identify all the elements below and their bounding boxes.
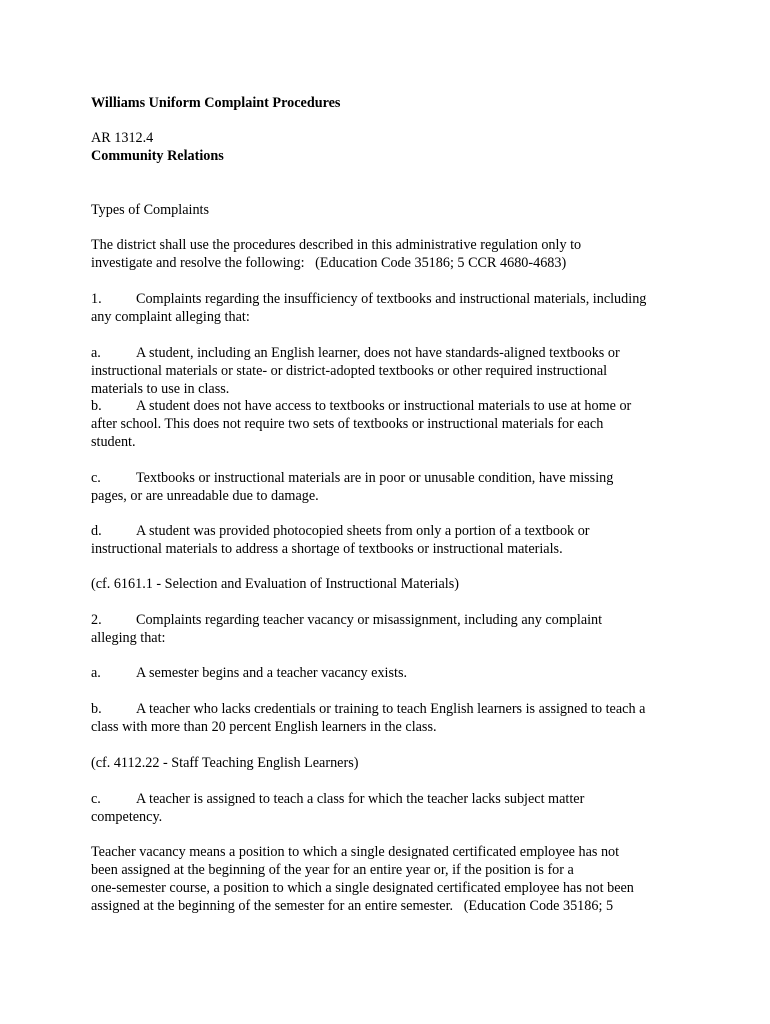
cross-reference: (cf. 4112.22 - Staff Teaching English Learners) — [91, 755, 359, 771]
item-2b — [91, 700, 645, 718]
regulation-category: Community Relations — [91, 148, 224, 164]
item-text: A student does not have access to textbooks or instructional materials to use at home or — [136, 398, 632, 414]
item-label: 2. — [91, 612, 102, 628]
item-1 — [91, 290, 646, 308]
item-label: b. — [91, 701, 102, 717]
cross-reference: (cf. 6161.1 - Selection and Evaluation of Instructional Materials) — [91, 576, 459, 592]
item-1b-continuation: after school. This does not require two sets of textbooks or instructional materials for each — [91, 416, 604, 432]
item-label: a. — [91, 345, 101, 361]
item-1b — [91, 397, 631, 415]
item-1c — [91, 469, 613, 487]
item-1d — [91, 522, 590, 540]
item-label: 1. — [91, 291, 102, 307]
intro-line: The district shall use the procedures described in this administrative regulation only to — [91, 237, 582, 253]
item-label: a. — [91, 665, 101, 681]
intro-line: investigate and resolve the following: (Education Code 35186; 5 CCR 4680-4683) — [91, 255, 567, 271]
item-text: A teacher is assigned to teach a class for which the teacher lacks subject matter — [136, 791, 585, 807]
item-2c — [91, 790, 584, 808]
vacancy-definition-line: assigned at the beginning of the semester for an entire semester. (Education Code 35186; 5 — [91, 898, 614, 914]
item-label: c. — [91, 470, 101, 486]
item-label: d. — [91, 523, 102, 539]
item-2b-continuation: class with more than 20 percent English learners in the class. — [91, 719, 437, 735]
item-1a-continuation: instructional materials or state- or district-adopted textbooks or other required instructional — [91, 363, 608, 379]
item-label: b. — [91, 398, 102, 414]
document-title: Williams Uniform Complaint Procedures — [91, 95, 341, 111]
item-text: A teacher who lacks credentials or training to teach English learners is assigned to teach a — [136, 701, 646, 717]
item-text: A student, including an English learner, does not have standards-aligned textbooks or — [136, 345, 620, 361]
item-2c-continuation: competency. — [91, 809, 163, 825]
item-2 — [91, 611, 602, 629]
item-2a — [91, 664, 407, 682]
item-2-continuation: alleging that: — [91, 630, 166, 646]
vacancy-definition-line: been assigned at the beginning of the year for an entire year or, if the position is for a — [91, 862, 574, 878]
regulation-code: AR 1312.4 — [91, 130, 154, 146]
item-text: A student was provided photocopied sheets from only a portion of a textbook or — [136, 523, 590, 539]
item-1a-continuation: materials to use in class. — [91, 381, 230, 397]
item-1c-continuation: pages, or are unreadable due to damage. — [91, 488, 319, 504]
item-text: A semester begins and a teacher vacancy exists. — [136, 665, 408, 681]
item-1-continuation: any complaint alleging that: — [91, 309, 250, 325]
section-heading: Types of Complaints — [91, 202, 210, 218]
vacancy-definition-line: one-semester course, a position to which a single designated certificated employee has not been — [91, 880, 634, 896]
item-text: Complaints regarding teacher vacancy or misassignment, including any complaint — [136, 612, 603, 628]
item-1a — [91, 344, 620, 362]
item-text: Complaints regarding the insufficiency of textbooks and instructional materials, including — [136, 291, 647, 307]
vacancy-definition-line: Teacher vacancy means a position to which a single designated certificated employee has not — [91, 844, 620, 860]
item-label: c. — [91, 791, 101, 807]
item-text: Textbooks or instructional materials are in poor or unusable condition, have missing — [136, 470, 614, 486]
item-1b-continuation: student. — [91, 434, 136, 450]
item-1d-continuation: instructional materials to address a shortage of textbooks or instructional materials. — [91, 541, 563, 557]
